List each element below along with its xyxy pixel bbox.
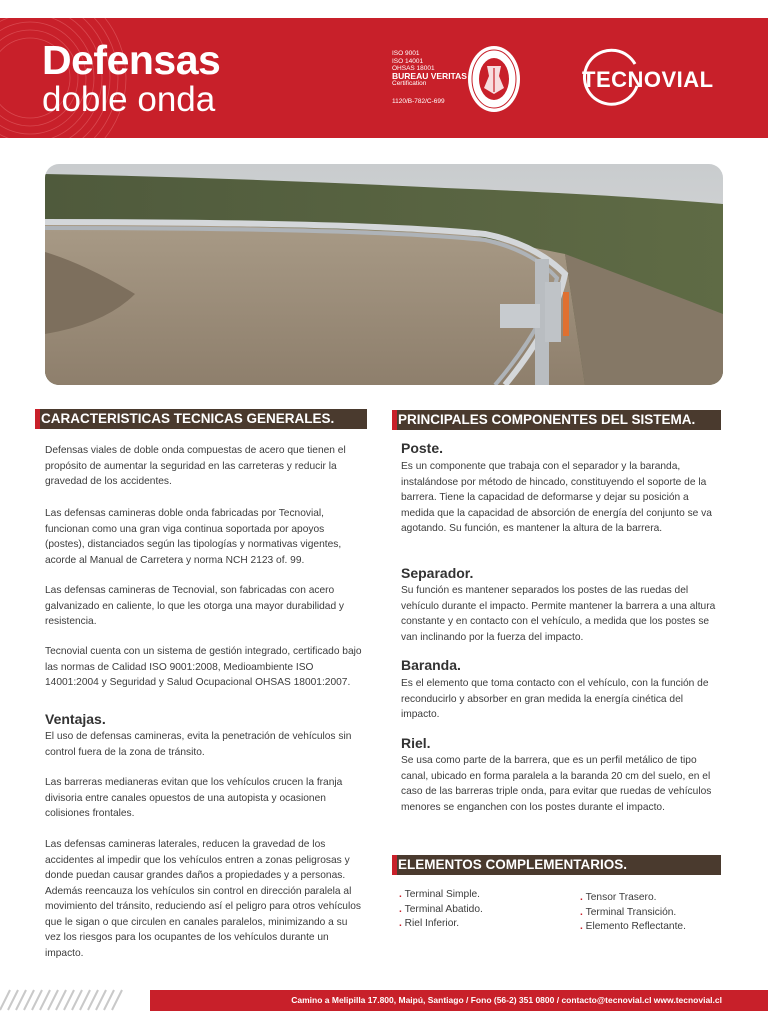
section-header-complementary: ELEMENTOS COMPLEMENTARIOS. (392, 855, 721, 875)
page-subtitle: doble onda (42, 80, 216, 119)
paragraph: Las defensas camineras laterales, reducen la gravedad de los accidentes al impedir que los vehículos entren a zonas peligrosas y donde puedan causar grandes daños a propiedades y a personas. Además reencauza los vehículos sin control en dirección paralela al movimiento del tránsito, reduciendo así el peligro para otros vehículos que le sigan o que circulen en canales paralelos, minimizando a su vez los riesgos para los ocupantes de los vehículos durante un impacto. (45, 839, 361, 959)
heading-poste: Poste. (401, 440, 444, 456)
complementary-list (580, 891, 686, 935)
bureau-veritas-seal-icon (466, 44, 522, 114)
list-item: . Elemento Reflectante. (580, 920, 686, 935)
heading-separador: Separador. (401, 565, 474, 581)
page-title: Defensas (42, 37, 221, 83)
paragraph: Tecnovial cuenta con un sistema de gestión integrado, certificado bajo las normas de Calidad ISO 9001:2008, Medioambiente ISO 14001:2004 y Seguridad y Salud Ocupacional OHSAS 18001:2007. (45, 646, 362, 688)
cert-code: 1120/B-782/C-699 (392, 98, 445, 105)
footer-contact: Camino a Melipilla 17.800, Maipú, Santiago / Fono (56-2) 351 0800 / contacto@tecnovial.cl www.tecnovial.cl (291, 995, 722, 1005)
certification-block (392, 50, 467, 88)
cert-line: ISO 9001 (392, 50, 420, 57)
paragraph: Su función es mantener separados los postes de las ruedas del vehículo durante el impacto. Permite mantener la barrera a una altura constante y en contacto con el vehículo, a medida que los postes se van inclinando por la fuerza del impacto. (401, 585, 716, 643)
heading-riel: Riel. (401, 735, 431, 751)
section-header-technical: CARACTERISTICAS TECNICAS GENERALES. (35, 409, 367, 429)
list-item: . Terminal Simple. (399, 888, 483, 903)
footer-bar (150, 990, 768, 1011)
heading-baranda: Baranda. (401, 657, 461, 673)
complementary-list (399, 888, 483, 932)
paragraph: Es el elemento que toma contacto con el vehículo, con la función de reconducirlo y absorber en gran medida la energía cinética del impacto. (401, 678, 709, 720)
logo-text: TECNOVIAL (582, 67, 714, 92)
section-header-components: PRINCIPALES COMPONENTES DEL SISTEMA. (392, 410, 721, 430)
paragraph: Es un componente que trabaja con el separador y la baranda, instalándose por método de hincado, constituyendo el soporte de la barrera. Tiene la capacidad de deformarse y dejar su posición a medida que la capacidad de absorción de energía del conjunto se va agotando. Su función, es mantener la altura de la barrera. (401, 461, 712, 534)
cert-line: ISO 14001 (392, 57, 424, 65)
cert-label: Certification (392, 80, 427, 87)
header-banner (0, 18, 768, 138)
list-item: . Riel Inferior. (399, 917, 483, 932)
list-item: . Terminal Abatido. (399, 903, 483, 918)
heading-ventajas: Ventajas. (45, 711, 106, 727)
cert-line: OHSAS 18001 (392, 65, 435, 72)
paragraph: Las defensas camineras de Tecnovial, son fabricadas con acero galvanizado en caliente, lo que les otorga una mayor durabilidad y resistencia. (45, 585, 345, 627)
paragraph: Las defensas camineras doble onda fabricadas por Tecnovial, funcionan como una gran viga continua soportada por apoyos (postes), distanciados según las tipologías y normativas vigentes, acorde al Manual de Carretera y norma NCH 2123 of. 99. (45, 508, 342, 566)
list-item: . Tensor Trasero. (580, 891, 686, 906)
guardrail-photo (45, 164, 723, 385)
footer-stripes (0, 988, 140, 1014)
paragraph: Se usa como parte de la barrera, que es un perfil metálico de tipo canal, ubicado en forma paralela a la baranda 20 cm del suelo, en el caso de las barreras triple onda, para evitar que ruedas de vehículos menores se enganchen con los postes durante el impacto. (401, 755, 712, 813)
list-item: . Terminal Transición. (580, 906, 686, 921)
paragraph: Las barreras medianeras evitan que los vehículos crucen la franja divisoria entre canales opuestos de una autopista y ocasionen colisiones frontales. (45, 777, 343, 819)
paragraph: El uso de defensas camineras, evita la penetración de vehículos sin control fuera de la zona de tránsito. (45, 731, 352, 758)
paragraph: Defensas viales de doble onda compuestas de acero que tienen el propósito de aumentar la seguridad en las carreteras y reducir la gravedad de los accidentes. (45, 445, 346, 487)
cert-body: BUREAU VERITAS (392, 70, 467, 81)
